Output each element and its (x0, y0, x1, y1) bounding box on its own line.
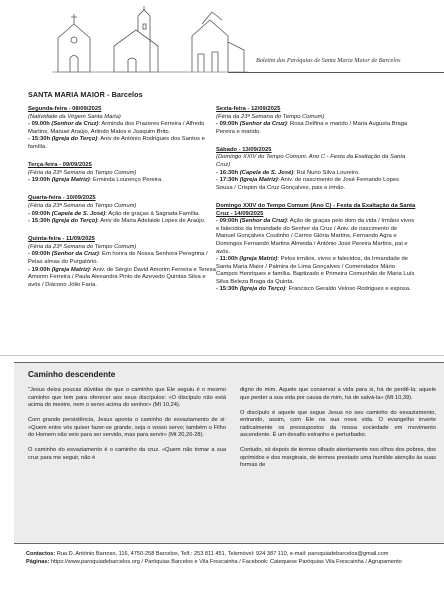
mass-time: - 15:30h (28, 218, 52, 225)
reflection-paragraph: digno de mim. Aquele que conservar a vida para si, há de perdê-la; aquele que perder a sua vida por causa de mim, há de salvá-la» (Mt 10,39). (240, 387, 436, 401)
right-schedule-column (216, 106, 416, 305)
mass-place: (Igreja Matriz) (239, 177, 278, 184)
reflection-title: Caminho descendente (28, 370, 116, 379)
mass-entry (28, 218, 218, 226)
mass-intention: : Rosa Delfina e marido / Maria Augusta Braga Pereira e marido. (216, 121, 408, 135)
mass-intention: : Erminda Lourenço Pereira. (89, 177, 163, 184)
day-title: Domingo XXIV do Tempo Comum (Ano C) - Festa da Exaltação da Santa Cruz - 14/09/2025 (216, 202, 416, 217)
mass-time: - 16:30h (216, 169, 240, 176)
mass-intention: : Arminda dos Prazeres Ferreira / Alfredo Martins, Manuel Araújo, Arlindo Matos e Joaquim Brito. (28, 121, 205, 135)
day-block (216, 203, 416, 294)
mass-entry (28, 267, 218, 290)
contacts-text: Rua D. António Barroso, 116, 4750-258 Barcelos, Telf.: 253 811 451, Telemóvel: 924 387 110, e-mail: paroquiadebarcelos@gmail.com (55, 551, 389, 557)
mass-place: (Igreja do Terço) (51, 136, 98, 143)
mass-intention: : Rui Nuno Silva Loureiro. (293, 169, 360, 176)
reflection-left-column (28, 387, 226, 470)
day-liturgy: (Natividade da Virgem Santa Maria) (28, 113, 121, 120)
contacts-label: Contactos: (26, 551, 56, 557)
mass-intention: : Em honra de Nossa Senhora Peregrina / Pelas almas do Purgatório. (28, 251, 208, 265)
mass-intention: : Aniv. de Sérgio David Amorim Ferreira e Teresa Amorim Ferreira / Paula Alexandra Pinto de Azevedo Quintas Silva e avós / Diácono Jólio Faria. (28, 266, 216, 288)
header (0, 0, 444, 78)
churches-illustration-icon (52, 6, 248, 74)
mass-time: - 19:00h (28, 177, 52, 184)
mass-entry (28, 177, 218, 185)
mass-intention: : Aniv. de nascimento de José Fernando Lopes Sousa / Crispim da Cruz Gonçalves, pais e irmão. (216, 177, 400, 191)
mass-entry (216, 170, 416, 178)
day-title: Sexta-feira - 12/09/2025 (216, 106, 281, 112)
mass-intention: : Aniv de Maria Adelaide Lopes de Araújo. (97, 218, 206, 225)
reflection-box (14, 362, 444, 544)
day-block (216, 106, 416, 136)
mass-entry (28, 211, 218, 219)
mass-time: - 19:00h (28, 266, 52, 273)
day-liturgy: (Domingo XXIV do Tempo Comum. Ano C - Festa da Exaltação da Santa Cruz) (216, 154, 406, 169)
mass-place: (Igreja Matriz) (239, 256, 278, 263)
mass-time: - 15:30h (28, 136, 52, 143)
section-divider (0, 355, 444, 356)
day-block (28, 106, 218, 152)
day-title: Terça-feira - 09/09/2025 (28, 162, 92, 169)
day-block (28, 195, 218, 225)
day-liturgy: (Féria da 23ª Semana do Tempo Comum) (28, 169, 137, 176)
mass-place: (Igreja Matriz) (51, 266, 90, 273)
mass-entry (216, 177, 416, 192)
mass-entry (216, 218, 416, 256)
day-liturgy: (Féria da 23ª Semana do Tempo Comum) (216, 113, 325, 120)
mass-entry (216, 121, 416, 136)
reflection-right-column (240, 387, 436, 477)
mass-entry (216, 256, 416, 286)
mass-intention: : Francisco Geraldo Veloso Rodrigues e esposa. (285, 286, 411, 293)
pages-text: https://www.paroquiadebarcelos.org / Paróquias Barcelos e Vila Frescainha / Facebook: Catequese Paróquias Vila Frescainha / Agrupamento (49, 559, 402, 565)
mass-time: - 15:30h (216, 286, 240, 293)
day-liturgy: (Féria da 23ª Semana do Tempo Comum) (28, 243, 137, 250)
day-block (28, 162, 218, 185)
reflection-paragraph: Contudo, só depois de termos olhado atentamente nos olhos dos pobres, dos oprimidos e dos marginais, de termos prestado uma humilde atenção às suas formas de (240, 447, 436, 468)
contacts-line (26, 550, 444, 558)
mass-place: (Capela de S. José) (51, 210, 106, 217)
mass-place: (Senhor da Cruz) (51, 251, 99, 258)
day-block (28, 236, 218, 289)
mass-time: - 09:00h (216, 218, 240, 225)
mass-place: (Igreja Matriz) (51, 177, 90, 184)
mass-entry (28, 121, 218, 136)
mass-time: - 09.00h (28, 121, 52, 128)
mass-place: (Igreja do Terço) (51, 218, 98, 225)
mass-place: (Capela de S. José) (239, 169, 294, 176)
pages-label: Páginas: (26, 559, 50, 565)
header-rule (228, 72, 444, 73)
day-title: Quarta-feira - 10/09/2025 (28, 195, 96, 202)
day-title: Quinta-feira - 11/09/2025 (28, 236, 95, 243)
mass-intention: : Pelos irmãos, vivos e falecidos, da Irmandade de Santa Maria Maior / Palmira de Lima Gonçalves / Comendador Mário Campos Henriques e família. Baptizado e Primeira Comunhão de Maria Luís Silva Beleza Braga da Quinta. (216, 256, 415, 285)
day-block (216, 147, 416, 193)
footer (26, 550, 444, 566)
reflection-paragraph: O caminho do esvaziamento é o caminho da cruz. «Quem não tomar a sua cruz para me seguir, não é (28, 447, 226, 461)
reflection-paragraph: O discípulo é aquele que segue Jesus no seu caminho do esvaziamento, entrando, assim, com Ele na sua nova vida. O evangelho inverte radicalmente os pressupostos da nossa sociedade em movimento ascendente. É um desafio estranho e perturbador. (240, 409, 436, 438)
reflection-paragraph: "Jesus deixa poucas dúvidas de que o caminho que Ele seguiu é o mesmo caminho que tem para oferecer aos seus discípulos: «O discípulo não está acima do mestre, nem o servo acima do senhor» (Mt 10,24). (28, 387, 226, 408)
mass-time: - 09:00h (216, 121, 240, 128)
mass-entry (28, 251, 218, 266)
mass-time: - 09:00h (28, 210, 52, 217)
section-title: SANTA MARIA MAIOR - Barcelos (28, 90, 143, 99)
mass-time: - 11:00h (216, 256, 240, 263)
mass-place: (Senhor da Cruz) (239, 218, 287, 225)
mass-time: - 09:00h (28, 251, 52, 258)
mass-time: - 17:30h (216, 177, 240, 184)
mass-intention: : Ação de graças à Sagrada Família. (105, 210, 200, 217)
mass-place: (Igreja do Terço) (239, 286, 286, 293)
reflection-paragraph: Com grande persistência, Jesus aponta o caminho do esvaziamento de si: «Quem entre vós quiser fazer-se grande, seja o vosso servo; também o Filho do Homem não veio para ser servido, mas para servir» (Mt 20,26-28). (28, 417, 226, 438)
mass-intention: : Ação de graças pelo dom da vida / Irmãos vivos e falecidos da Irmandade do Senhor da Cruz / Aniv. de nascimento de Manuel Gonçalves Coutinho / Carmo Glória Martins, Fernando Agra e Domingos Fernando Martins Almeida / António José Pereira Martins, pai e avós. (216, 218, 415, 255)
day-title: Segunda-feira - 08/09/2025 (28, 106, 102, 112)
bulletin-title: Boletim das Paróquias de Santa Maria Maior de Barcelos (256, 57, 401, 64)
mass-place: (Senhor da Cruz) (239, 121, 287, 128)
mass-intention: : Aniv de António Rodrigues dos Santos e família. (28, 136, 205, 150)
mass-entry (216, 286, 416, 294)
day-liturgy: (Féria da 23ª Semana do Tempo Comum) (28, 202, 137, 209)
left-schedule-column (28, 106, 218, 300)
pages-line (26, 558, 444, 566)
mass-entry (28, 136, 218, 151)
mass-place: (Senhor da Cruz) (51, 121, 99, 128)
day-title: Sábado - 13/09/2025 (216, 146, 272, 153)
